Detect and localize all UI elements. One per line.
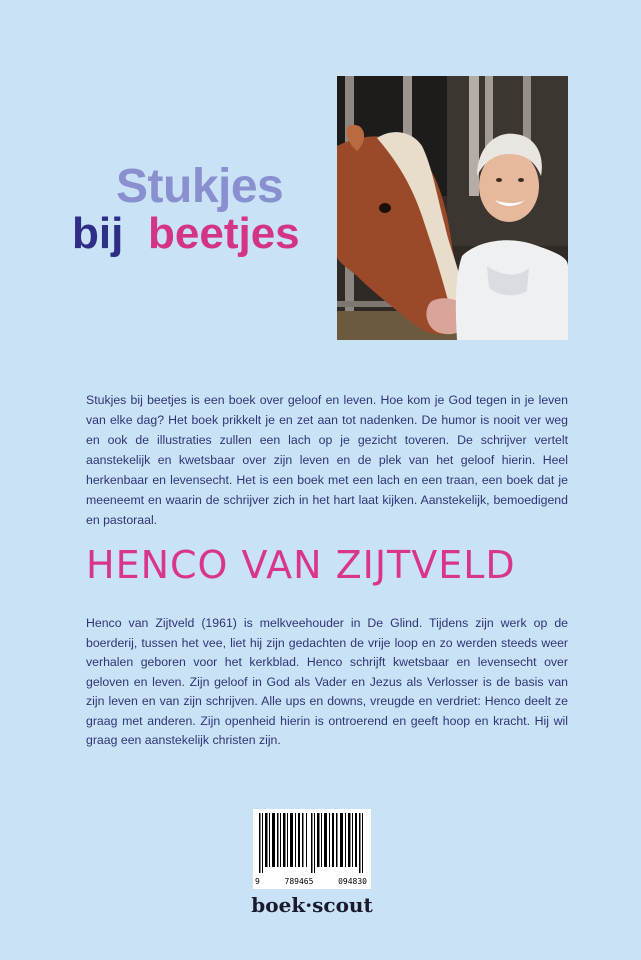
publisher-name-part-2: scout	[312, 893, 373, 917]
isbn-barcode	[253, 809, 371, 889]
title-word-bij: bij	[72, 209, 124, 258]
book-description: Stukjes bij beetjes is een boek over geloof en leven. Hoe kom je God tegen in je leven van elke dag? Het boek prikkelt je en zet aan tot nadenken. De humor is nooit ver weg en ook de illustraties zullen een lach op je gezicht toveren. De schrijver vertelt aanstekelijk en kwetsbaar over zijn leven en de plek van het geloof hierin. Heel herkenbaar en levensecht. Het is een boek met een lach en een traan, een boek dat je meeneemt en waarin de schrijver zich in het hart laat kijken. Aanstekelijk, bemoedigend en pastoraal.	[86, 393, 568, 527]
publisher-name-part-1: boek	[251, 893, 306, 917]
publisher-dot: ·	[305, 893, 313, 917]
barcode-digit-group-1: 789465	[284, 877, 314, 886]
title-word-beetjes: beetjes	[148, 209, 300, 258]
photo-illustration	[337, 76, 568, 340]
barcode-bars	[259, 813, 367, 873]
title-word-stukjes: Stukjes	[116, 160, 284, 213]
publisher-logo	[244, 893, 380, 917]
barcode-digit-group-2: 094830	[338, 877, 367, 886]
author-name: HENCO VAN ZIJTVELD	[86, 543, 516, 587]
author-biography: Henco van Zijtveld (1961) is melkveehouder in De Glind. Tijdens zijn werk op de boerderij, tussen het vee, liet hij zijn gedachten de vrije loop en zo werden steeds weer verhalen geboren voor het kerkblad. Henco schrijft kwetsbaar en levensecht over geloven en leven. Zijn geloof in God als Vader en Jezus als Verlosser is de basis van zijn leven en van zijn schrijven. Alle ups en downs, vreugde en verdriet: Henco deelt ze graag met anderen. Zijn openheid hierin is ontroerend en geeft hoop en kracht. Hij wil graag een aanstekelijk christen zijn.	[86, 616, 568, 747]
barcode-digits	[253, 877, 371, 886]
author-with-cow-photo	[337, 76, 568, 340]
book-title-logo	[72, 162, 312, 272]
barcode-digit-prefix: 9	[255, 877, 260, 886]
